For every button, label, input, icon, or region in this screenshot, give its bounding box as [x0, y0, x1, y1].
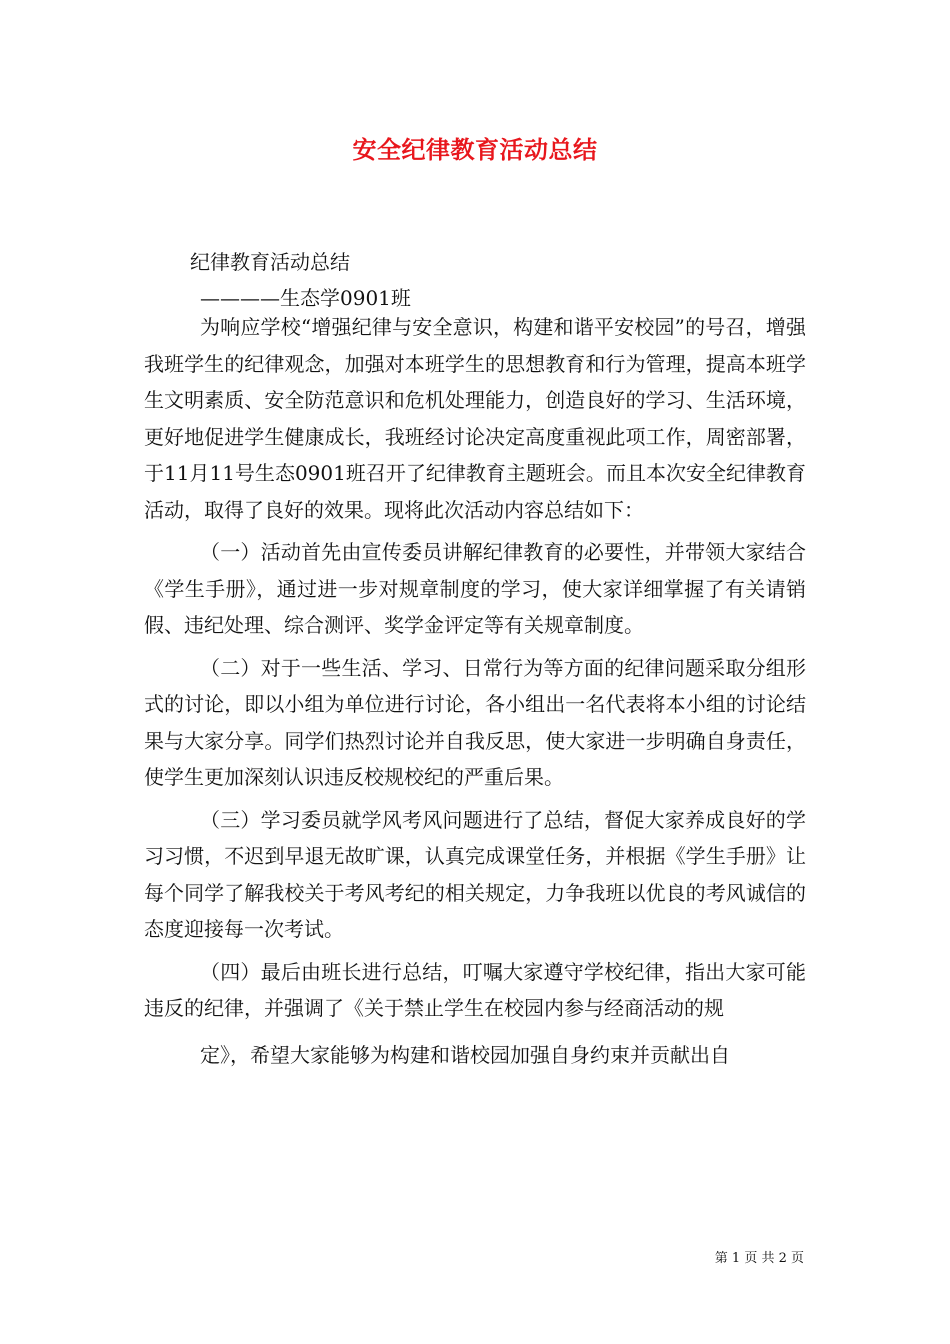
paragraph-item-1: （一）活动首先由宣传委员讲解纪律教育的必要性，并带领大家结合《学生手册》，通过进一步对规章制度的学习，使大家详细掌握了有关请销假、违纪处理、综合测评、奖学金评定等有关规章制度。 — [144, 540, 806, 637]
document-byline: ————生态学0901班 — [200, 286, 411, 310]
paragraph-continuation: 定》，希望大家能够为构建和谐校园加强自身约束并贡献出自 — [200, 1042, 730, 1067]
page-number: 第 1 页 共 2 页 — [714, 1251, 804, 1266]
paragraph-intro: 为响应学校“增强纪律与安全意识，构建和谐平安校园”的号召，增强我班学生的纪律观念，加强对本班学生的思想教育和行为管理，提高本班学生文明素质、安全防范意识和危机处理能力，创造良好的学习、生活环境，更好地促进学生健康成长，我班经讨论决定高度重视此项工作，周密部署，于11月11号生态0901班召开了纪律教育主题班会。而且本次安全纪律教育活动，取得了良好的效果。现将此次活动内容总结如下： — [144, 315, 806, 522]
paragraph-item-4: （四）最后由班长进行总结，叮嘱大家遵守学校纪律，指出大家可能违反的纪律，并强调了《关于禁止学生在校园内参与经商活动的规 — [144, 959, 806, 1020]
document-title: 安全纪律教育活动总结 — [352, 136, 598, 164]
document-subtitle: 纪律教育活动总结 — [190, 250, 350, 274]
paragraph-item-3: （三）学习委员就学风考风问题进行了总结，督促大家养成良好的学习习惯，不迟到早退无故旷课，认真完成课堂任务，并根据《学生手册》让每个同学了解我校关于考风考纪的相关规定，力争我班以优良的考风诚信的态度迎接每一次考试。 — [144, 807, 806, 941]
paragraph-item-2: （二）对于一些生活、学习、日常行为等方面的纪律问题采取分组形式的讨论，即以小组为单位进行讨论，各小组出一名代表将本小组的讨论结果与大家分享。同学们热烈讨论并自我反思，使大家进一步明确自身责任，使学生更加深刻认识违反校规校纪的严重后果。 — [144, 655, 806, 789]
document-body — [144, 309, 806, 1073]
